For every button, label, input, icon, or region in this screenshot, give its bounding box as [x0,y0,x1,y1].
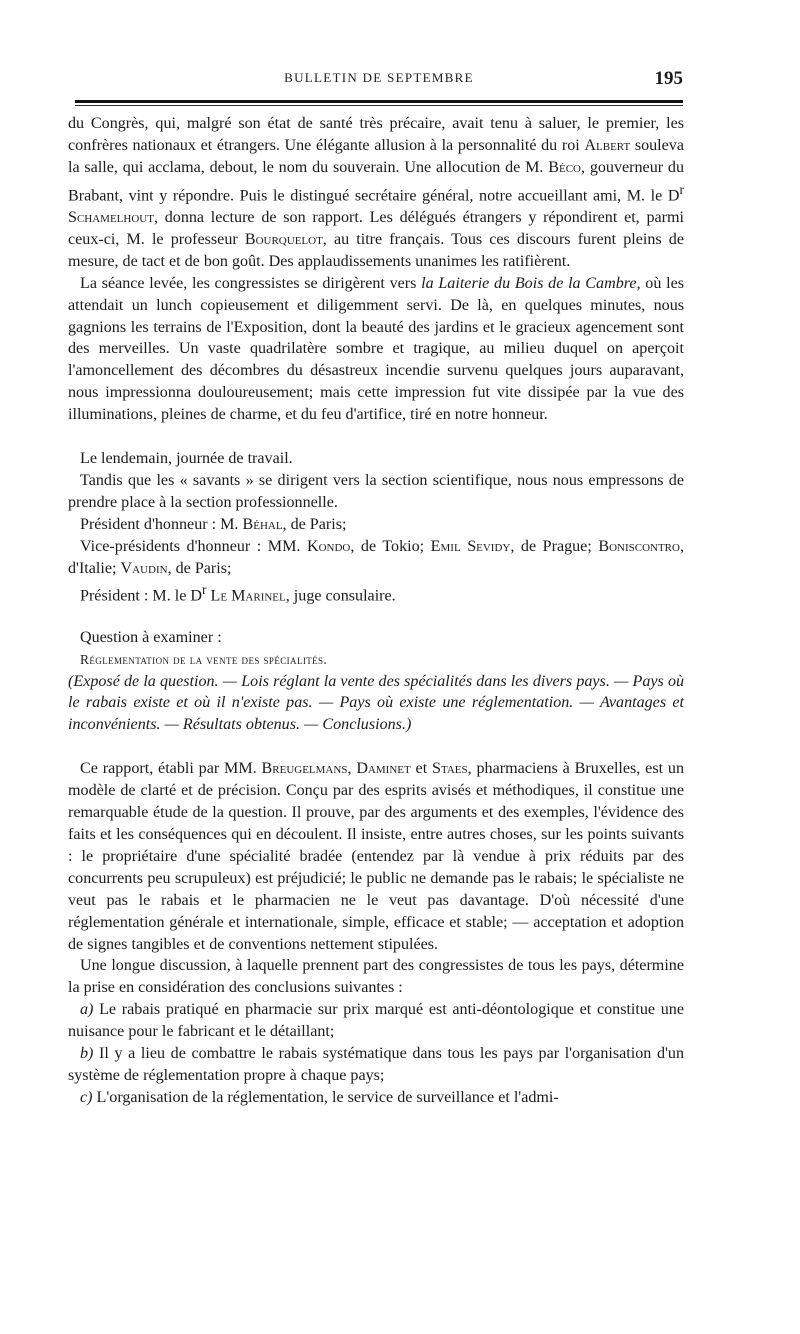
text-run: Conclusions. [322,716,406,734]
superscript: r [679,181,684,197]
text-run: , de Tokio; [350,537,431,555]
person-name: Kondo [306,537,351,555]
conclusion-item-a [68,999,684,1043]
person-name: Schamelhout [68,208,154,226]
paragraph-seance [68,273,684,426]
conclusion-item-c [68,1087,684,1109]
person-name: Staes [432,760,468,778]
text-run: , donna lecture de son rapport. Les délégués étrangers y répondirent et, parmi ceux-ci, M. le professeur [68,208,684,248]
text-run: L'organisation de la réglementation, le service de surveillance et l'admi- [92,1088,559,1106]
question-subject [68,671,684,737]
paragraph-discussion: Une longue discussion, à laquelle prennent part des congressistes de tous les pays, détermine la prise en considération des conclusions suivantes : [68,957,684,997]
text-run: Ce rapport, établi par MM. [80,760,262,778]
text-run: ) [405,716,412,734]
text-run: , d'Italie; [68,537,684,577]
text-run: , de Paris; [282,515,347,533]
text-run: Vice-présidents d'honneur : MM. [80,537,307,555]
question-title: Réglementation de la vente des spécialités. [80,651,328,667]
item-label: c) [80,1088,93,1106]
text-run: , de Prague; [510,537,599,555]
text-run: Résultats obtenus. [182,716,300,734]
item-label: a) [80,1001,94,1019]
person-name: Bourquelot [244,230,323,248]
text-run: ( [68,672,74,690]
page-header [75,68,683,96]
text-run: du Congrès, qui, malgré son état de santé très précaire, avait tenu à saluer, le premier, les confrères nationaux et étrangers. Une élégante allusion à la personnalité du roi [68,115,684,154]
text-run: — [609,672,633,690]
text-run: — [160,716,183,734]
text-run: , [347,760,357,778]
person-name: Vaudin [120,559,168,577]
text-run: Le rabais pratiqué en pharmacie sur prix marqué est anti-déontologique et constitue une nuisance pour le fabricant et le détaillant; [68,1001,684,1041]
person-name: Le Marinel [210,587,286,605]
text-run: — [300,716,323,734]
text-run: , au titre français. Tous ces discours furent pleins de mesure, de tact et de bon goût. Des applaudissements unanimes les ratifièrent. [68,230,684,270]
vice-presidents-line [68,536,684,580]
person-name: Béhal [242,515,283,533]
text-run: — [312,694,340,712]
paragraph-tandis: Tandis que les « savants » se dirigent vers la section scientifique, nous nous empressons de prendre place à la section professionnelle. [68,471,684,511]
superscript: r [202,582,207,598]
text-run: , où les attendait un lunch copieusement et diligemment servi. De là, en quelques minutes, nous gagnions les terrains de l'Exposition, dont la beauté des jardins et le gracieux agencement sont des merveilles. Un vaste quadrilatère sombre et tragique, au milieu duquel on aperçoit l'amoncellement des décombres du désastreux incendie survenu quelques jours auparavant, nous impressionna douloureusement; mais cette impression fut vite dissipée par la vue des illuminations, pleines de charme, et du feu d'artifice, tiré en notre honneur. [68,274,684,424]
text-run: et [410,760,433,778]
text-run: Pays où le rabais existe et où il n'existe pas. [68,672,685,712]
running-title: BULLETIN DE SEPTEMBRE [284,70,474,85]
paragraph-rapport [68,758,684,955]
text-run: souleva la salle, qui acclama, debout, le nom du souverain. Une allocution de M. [68,136,684,176]
item-label: b) [80,1045,94,1063]
body-text [68,113,684,1109]
header-rule [75,100,683,106]
question-subject-text [68,671,684,737]
text-run: , de Paris; [167,559,232,577]
text-run: Lois réglant la vente des spécialités dans les divers pays. [241,672,610,690]
text-run: Pays où existe une réglementation. [339,694,574,712]
text-run: Président : M. le D [80,587,203,605]
text-run: Avantages et inconvénients. [68,694,684,734]
place-name: la Laiterie du Bois de la Cambre [421,274,637,292]
question-label: Question à examiner : [80,628,222,646]
text-run: — [218,672,242,690]
text-run: Exposé de la question. [73,672,219,690]
text-run: Il y a lieu de combattre le rabais systématique dans tous les pays par l'organisation d'un système de réglementation propre à chaque pays; [68,1045,684,1084]
text-run: , pharmaciens à Bruxelles, est un modèle de clarté et de précision. Conçu par des esprits avisés et méthodiques, il constitue une remarquable étude de la question. Il prouve, par des arguments et des exemples, l'évidence des faits et les conséquences qui en découlent. Il insiste, entre autres choses, sur les points suivants : le propriétaire d'une spécialité bradée (entendez par là vendue à prix réduits par des concurrents peu scrupuleux) est préjudicié; le public ne demande pas le rabais; le spécialiste ne veut pas le rabais et le pharmacien ne le veut pas davantage. D'où nécessité d'une réglementation générale et internationale, simple, efficace et stable; — acceptation et adoption de signes tangibles et de conventions nettement stipulées. [68,760,684,953]
page-number: 195 [654,68,683,89]
president-line [68,579,684,607]
paragraph-lendemain: Le lendemain, journée de travail. [80,450,293,468]
text-run: , juge consulaire. [285,587,396,605]
person-name: Daminet [356,760,411,778]
text-run: La séance levée, les congressistes se dirigèrent vers [80,274,422,292]
text-run: — [573,694,600,712]
text-run: Président d'honneur : M. [80,515,243,533]
person-name: Albert [584,136,631,154]
person-name: Breugelmans [261,760,348,778]
person-name: Béco [548,158,581,176]
president-honneur-line [68,514,684,536]
text-run: , gouverneur du Brabant, vint y répondre. Puis le distingué secrétaire général, notre accueillant ami, M. le D [68,158,685,205]
paragraph-congress [68,113,684,273]
person-name: Boniscontro [598,537,680,555]
conclusion-item-b [68,1043,684,1087]
person-name: Emil Sevidy [430,537,511,555]
